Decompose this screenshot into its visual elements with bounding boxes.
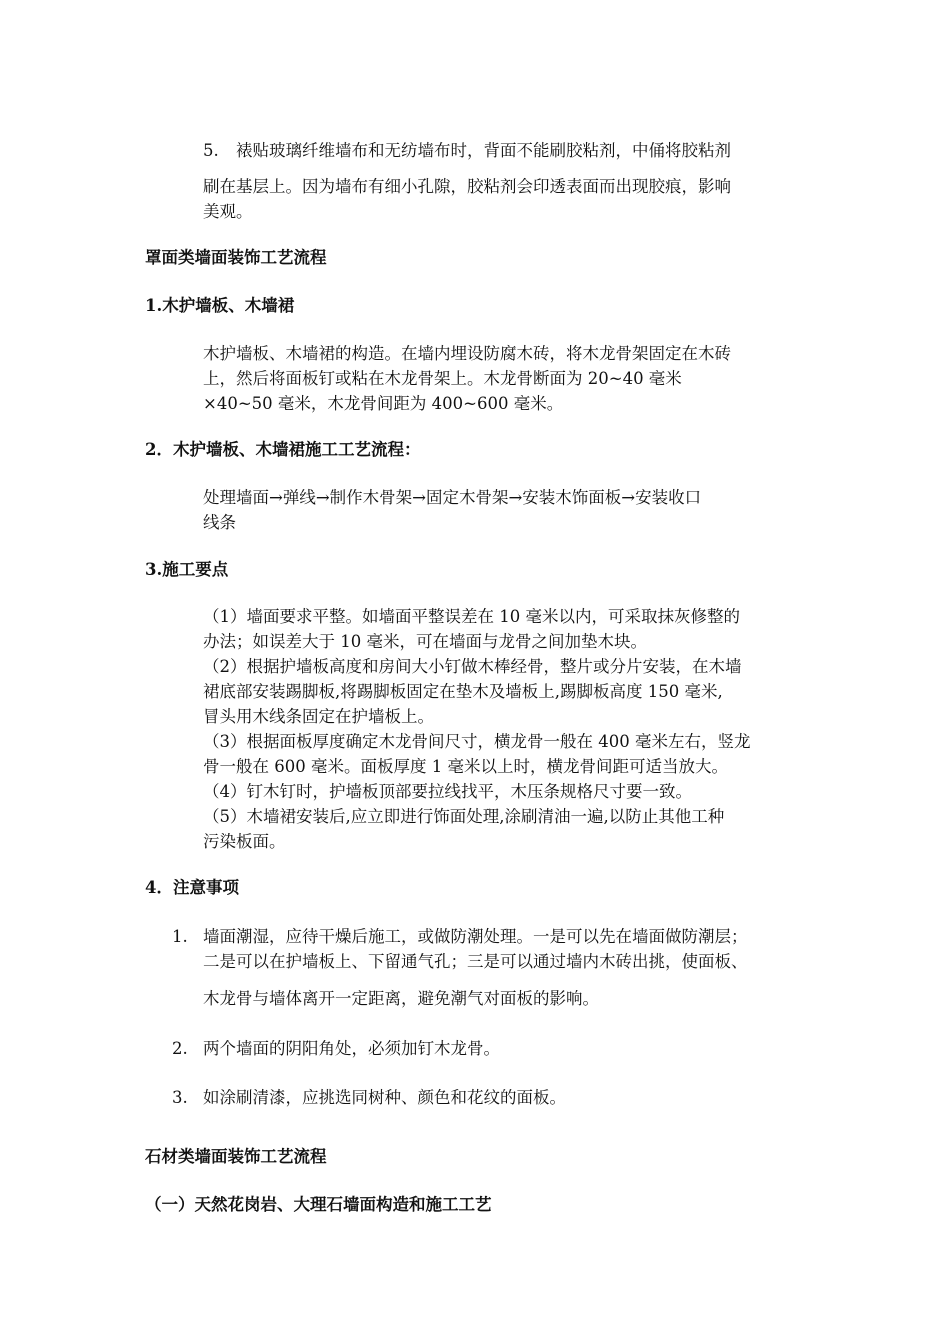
section-heading-stone: 石材类墙面装饰工艺流程: [145, 1147, 327, 1166]
text-line: （1）墙面要求平整。如墙面平整误差在 10 毫米以内，可采取抹灰修整的: [203, 607, 740, 626]
text-line: 骨一般在 600 毫米。面板厚度 1 毫米以上时，横龙骨间距可适当放大。: [203, 757, 728, 776]
text-line: 刷在基层上。因为墙布有细小孔隙，胶粘剂会印透表面而出现胶痕，影响: [203, 177, 731, 196]
text-line: 二是可以在护墙板上、下留通气孔；三是可以通过墙内木砖出挑，使面板、: [203, 952, 748, 971]
text-line: 上，然后将面板钉或粘在木龙骨架上。木龙骨断面为 20~40 毫米: [203, 369, 682, 388]
text-line: 处理墙面→弹线→制作木骨架→固定木骨架→安装木饰面板→安装收口: [203, 488, 702, 507]
text-line: 木龙骨与墙体离开一定距离，避免潮气对面板的影响。: [203, 989, 599, 1008]
paragraph-1: [203, 341, 813, 416]
text-line: （3）根据面板厚度确定木龙骨间尺寸，横龙骨一般在 400 毫米左右，竖龙: [203, 732, 751, 751]
paragraph-2: [203, 485, 813, 535]
heading-3: 3.施工要点: [145, 560, 229, 579]
text-line: 裱贴玻璃纤维墙布和无纺墙布时，背面不能刷胶粘剂，中俑将胶粘剂: [236, 141, 731, 160]
paragraph-3: [203, 604, 813, 854]
text-line: 如涂刷清漆，应挑选同树种、颜色和花纹的面板。: [203, 1088, 566, 1107]
text-line: 裙底部安装踢脚板,将踢脚板固定在垫木及墙板上,踢脚板高度 150 毫米,: [203, 682, 723, 701]
item-number: 3.: [172, 1088, 188, 1107]
text-line: 线条: [203, 513, 236, 532]
text-line: （5）木墙裙安装后,应立即进行饰面处理,涂刷清油一遍,以防止其他工种: [203, 807, 725, 826]
text-line: （4）钉木钉时，护墙板顶部要拉线找平，木压条规格尺寸要一致。: [203, 782, 692, 801]
text-line: 办法；如误差大于 10 毫米，可在墙面与龙骨之间加垫木块。: [203, 632, 647, 651]
text-line: 美观。: [203, 202, 253, 221]
note-item-2: [172, 1036, 812, 1062]
text-line: 木护墙板、木墙裙的构造。在墙内埋设防腐木砖，将木龙骨架固定在木砖: [203, 344, 731, 363]
heading-granite: （一）天然花岗岩、大理石墙面构造和施工工艺: [145, 1195, 492, 1214]
heading-4: 4．注意事项: [145, 878, 239, 897]
note-item-3: [172, 1085, 812, 1111]
text-line: 冒头用木线条固定在护墙板上。: [203, 707, 434, 726]
heading-1: 1.木护墙板、木墙裙: [145, 296, 295, 315]
heading-2: 2．木护墙板、木墙裙施工工艺流程：: [145, 440, 421, 459]
section-heading-cover: 罩面类墙面装饰工艺流程: [145, 248, 327, 267]
text-line: ×40~50 毫米，木龙骨间距为 400~600 毫米。: [203, 394, 564, 413]
item-number: 2.: [172, 1039, 188, 1058]
text-line: 两个墙面的阴阳角处，必须加钉木龙骨。: [203, 1039, 500, 1058]
item-number: 1.: [172, 927, 188, 946]
item-number: 5.: [203, 141, 219, 160]
note-item-1: [172, 924, 812, 1014]
text-line: 墙面潮湿，应待干燥后施工，或做防潮处理。一是可以先在墙面做防潮层；: [203, 927, 748, 946]
text-line: 污染板面。: [203, 832, 286, 851]
text-line: （2）根据护墙板高度和房间大小钉做木棒经骨，整片或分片安装，在木墙: [203, 657, 742, 676]
